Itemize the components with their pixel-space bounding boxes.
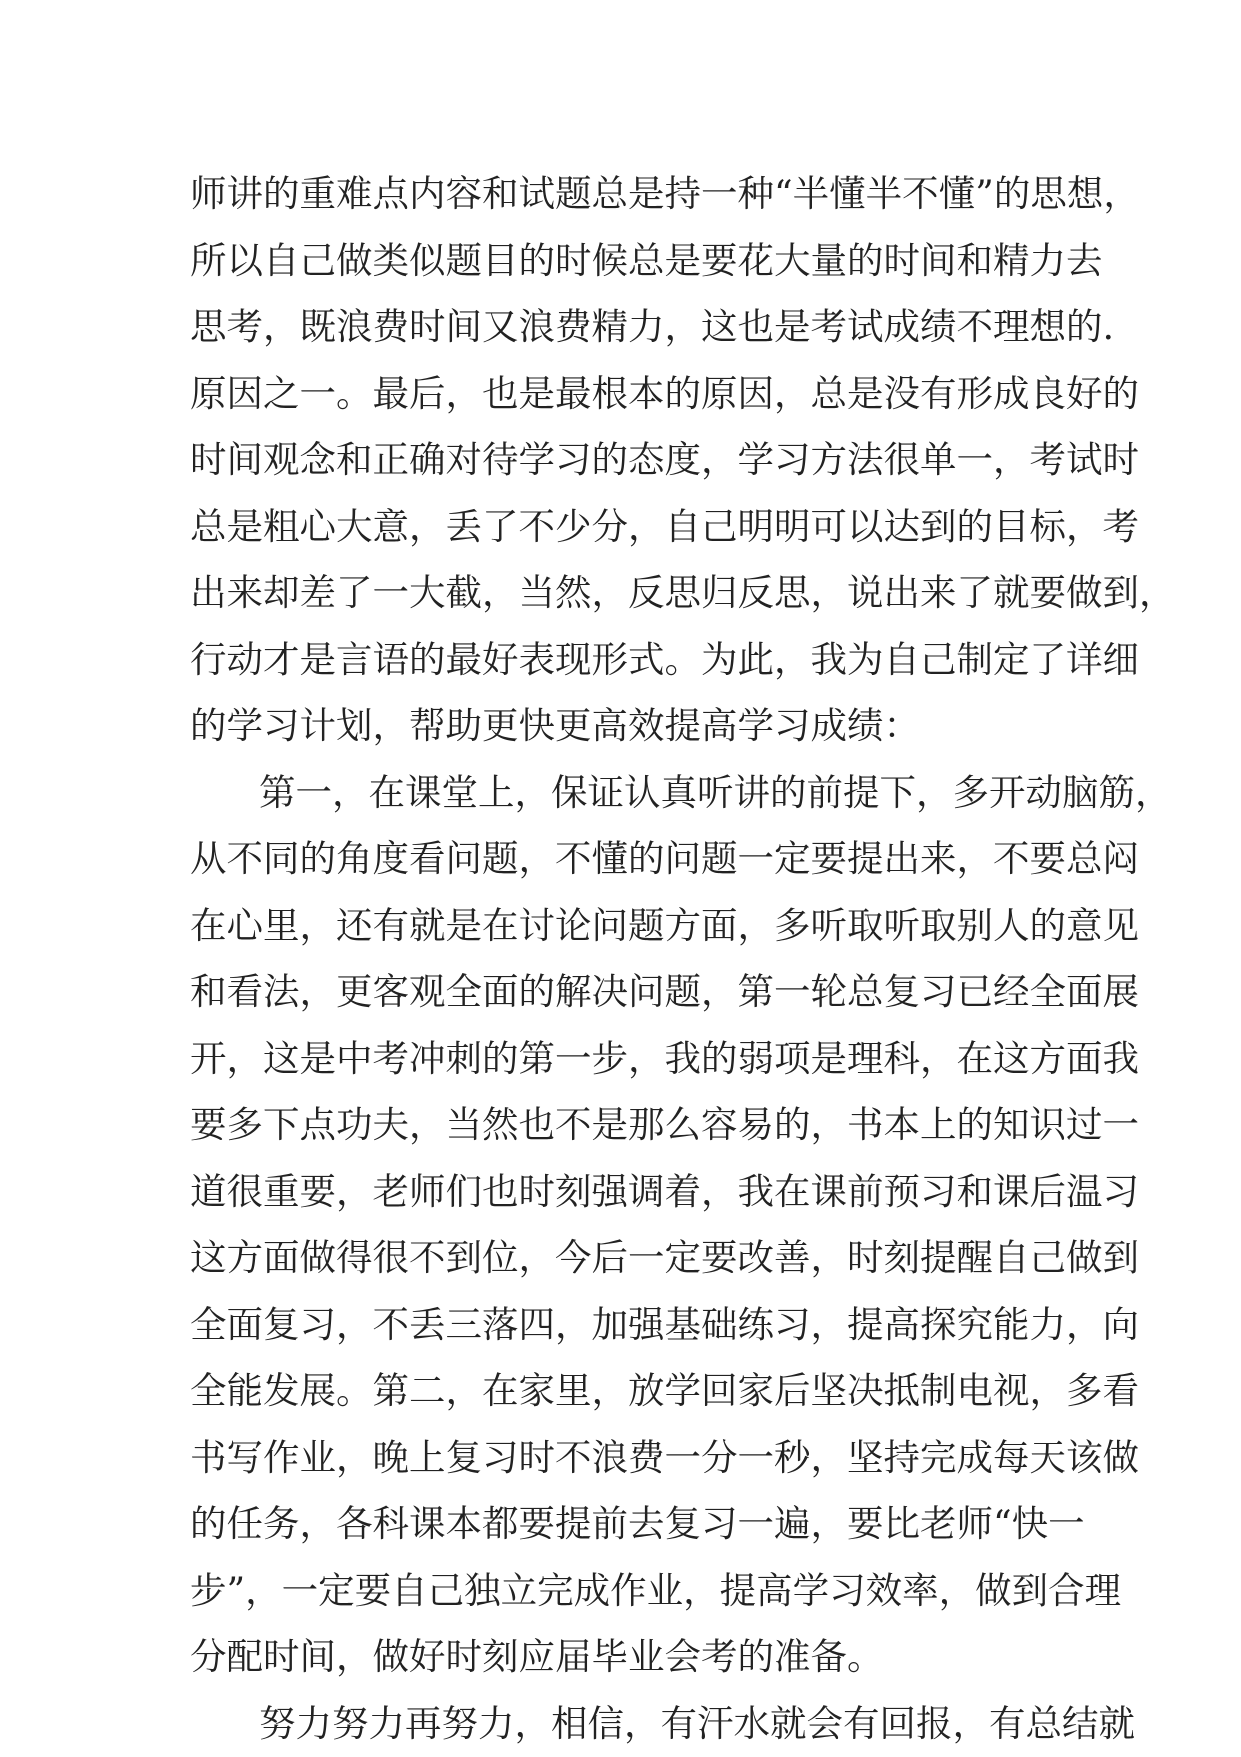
document-body [190, 161, 1050, 1757]
text-line: 思考，既浪费时间又浪费精力，这也是考试成绩不理想的. [190, 294, 1050, 361]
text-line: 步”，一定要自己独立完成作业，提高学习效率，做到合理 [190, 1558, 1050, 1625]
text-line: 这方面做得很不到位，今后一定要改善，时刻提醒自己做到 [190, 1225, 1050, 1292]
text-line: 行动才是言语的最好表现形式。为此，我为自己制定了详细 [190, 627, 1050, 694]
text-line: 分配时间，做好时刻应届毕业会考的准备。 [190, 1624, 1050, 1691]
text-line: 开，这是中考冲刺的第一步，我的弱项是理科，在这方面我 [190, 1026, 1050, 1093]
text-line: 师讲的重难点内容和试题总是持一种“半懂半不懂”的思想， [190, 161, 1050, 228]
text-line: 要多下点功夫，当然也不是那么容易的，书本上的知识过一 [190, 1092, 1050, 1159]
text-line: 从不同的角度看问题，不懂的问题一定要提出来，不要总闷 [190, 826, 1050, 893]
text-line: 在心里，还有就是在讨论问题方面，多听取听取别人的意见 [190, 893, 1050, 960]
text-line: 的任务，各科课本都要提前去复习一遍，要比老师“快一 [190, 1491, 1050, 1558]
text-line: 书写作业，晚上复习时不浪费一分一秒，坚持完成每天该做 [190, 1425, 1050, 1492]
text-line: 全能发展。第二，在家里，放学回家后坚决抵制电视，多看 [190, 1358, 1050, 1425]
text-line: 第一，在课堂上，保证认真听讲的前提下，多开动脑筋， [190, 760, 1050, 827]
text-line: 总是粗心大意，丢了不少分，自己明明可以达到的目标，考 [190, 494, 1050, 561]
text-line: 的学习计划，帮助更快更高效提高学习成绩： [190, 693, 1050, 760]
text-line: 时间观念和正确对待学习的态度，学习方法很单一，考试时 [190, 427, 1050, 494]
text-line: 道很重要，老师们也时刻强调着，我在课前预习和课后温习 [190, 1159, 1050, 1226]
text-line: 出来却差了一大截，当然，反思归反思，说出来了就要做到， [190, 560, 1050, 627]
text-line: 和看法，更客观全面的解决问题，第一轮总复习已经全面展 [190, 959, 1050, 1026]
text-line: 所以自己做类似题目的时候总是要花大量的时间和精力去 [190, 228, 1050, 295]
text-line: 全面复习，不丢三落四，加强基础练习，提高探究能力，向 [190, 1292, 1050, 1359]
text-line: 原因之一。最后，也是最根本的原因，总是没有形成良好的 [190, 361, 1050, 428]
text-line: 努力努力再努力，相信，有汗水就会有回报，有总结就 [190, 1691, 1050, 1757]
